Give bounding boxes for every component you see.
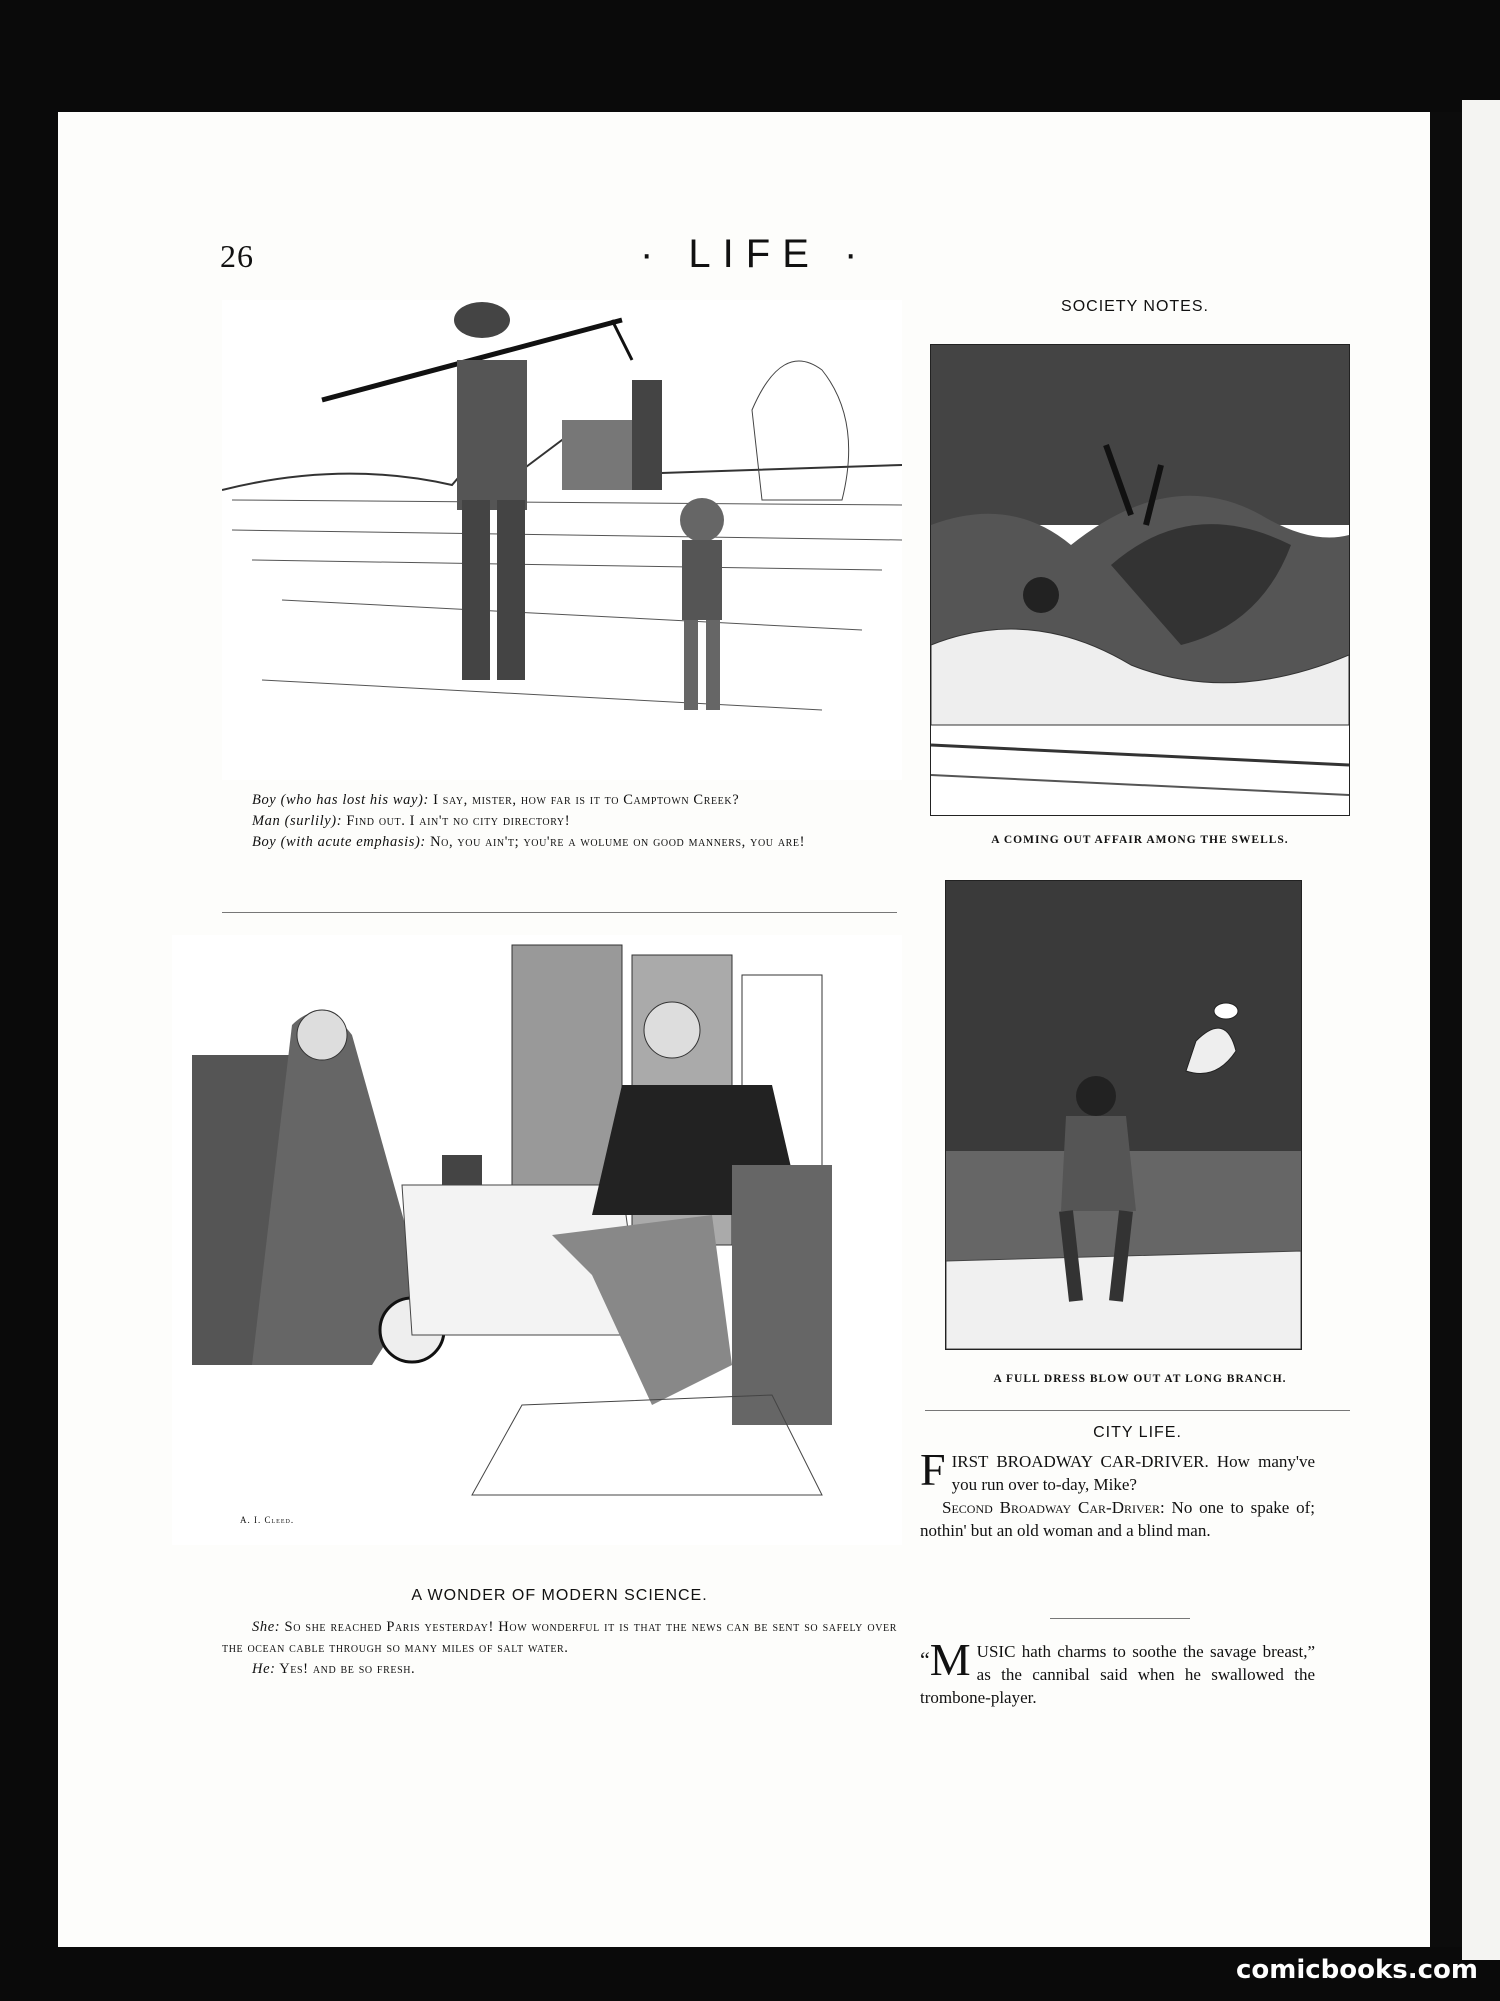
music-line: USIC hath charms to soothe the savage breast,” as the cannibal said when he swallowed the trombone-player.: [920, 1642, 1315, 1707]
divider: [925, 1410, 1350, 1411]
open-quote: “: [920, 1647, 930, 1672]
dialogue-line: [222, 790, 897, 811]
speaker-label: Man (surlily):: [252, 813, 343, 829]
cartoon2-dialogue: [222, 1617, 897, 1680]
page-number: 26: [220, 238, 254, 274]
first-line: . How many've you run over to-day, Mike?: [951, 1452, 1315, 1494]
site-watermark: comicbooks.com: [1235, 1955, 1478, 1985]
first-speaker: IRST BROADWAY CAR-DRIVER: [951, 1452, 1205, 1471]
city-life-paragraph: [920, 1444, 1315, 1496]
wave-drawing: [931, 345, 1349, 815]
line-text: No, you ain't; you're a wolume on good manners, you are!: [425, 834, 806, 850]
speaker-label: Boy (with acute emphasis):: [252, 834, 426, 850]
second-speaker: Second Broadway Car-Driver:: [942, 1498, 1165, 1517]
farmer-boy-drawing: [222, 300, 902, 780]
dropcap-letter: M: [929, 1634, 971, 1685]
society-caption-2: A FULL DRESS BLOW OUT AT LONG BRANCH.: [993, 1373, 1287, 1385]
line-text: Yes! and be so fresh.: [275, 1661, 416, 1677]
cartoon1-dialogue: [222, 790, 897, 853]
cartoon2-title: A WONDER OF MODERN SCIENCE.: [411, 1587, 708, 1604]
city-life-text: [920, 1444, 1316, 1542]
line-text: So she reached Paris yesterday! How wonderful it is that the news can be sent so safely over the ocean cable through so many miles of salt water.: [222, 1619, 897, 1656]
illustration-parlor-scene: [172, 935, 902, 1545]
second-line: No one to spake of; nothin' but an old woman and a blind man.: [920, 1498, 1316, 1540]
society-notes-heading: SOCIETY NOTES.: [1061, 298, 1209, 315]
illustration-farmer-and-boy: [222, 300, 902, 780]
speaker-label: She:: [252, 1619, 281, 1635]
scan-border-top: [0, 0, 1500, 112]
city-life-paragraph: [920, 1496, 1315, 1542]
artist-signature: A. I. Cleed.: [240, 1515, 295, 1525]
dialogue-line: [222, 1617, 897, 1659]
next-page-edge: [1462, 100, 1500, 1960]
divider: [222, 912, 897, 913]
city-life-heading: CITY LIFE.: [1093, 1424, 1182, 1441]
illustration-wave-swimmer: [930, 344, 1350, 816]
magazine-title: · LIFE ·: [640, 232, 870, 276]
dropcap: F: [920, 1444, 946, 1495]
illustration-boy-at-beach: [945, 880, 1302, 1350]
dialogue-line: [222, 1659, 897, 1680]
line-text: Find out. I ain't no city directory!: [342, 813, 571, 829]
line-text: I say, mister, how far is it to Camptown Creek?: [428, 792, 740, 808]
society-caption-1: A COMING OUT AFFAIR AMONG THE SWELLS.: [991, 834, 1289, 846]
dialogue-line: [222, 811, 897, 832]
speaker-label: Boy (who has lost his way):: [252, 792, 429, 808]
divider: [1050, 1618, 1190, 1619]
speaker-label: He:: [252, 1661, 276, 1677]
music-paragraph: [920, 1634, 1315, 1709]
music-text: [920, 1634, 1315, 1709]
beach-drawing: [946, 881, 1301, 1349]
parlor-drawing: [172, 935, 902, 1545]
dropcap: [920, 1634, 971, 1685]
dialogue-line: [222, 832, 897, 853]
